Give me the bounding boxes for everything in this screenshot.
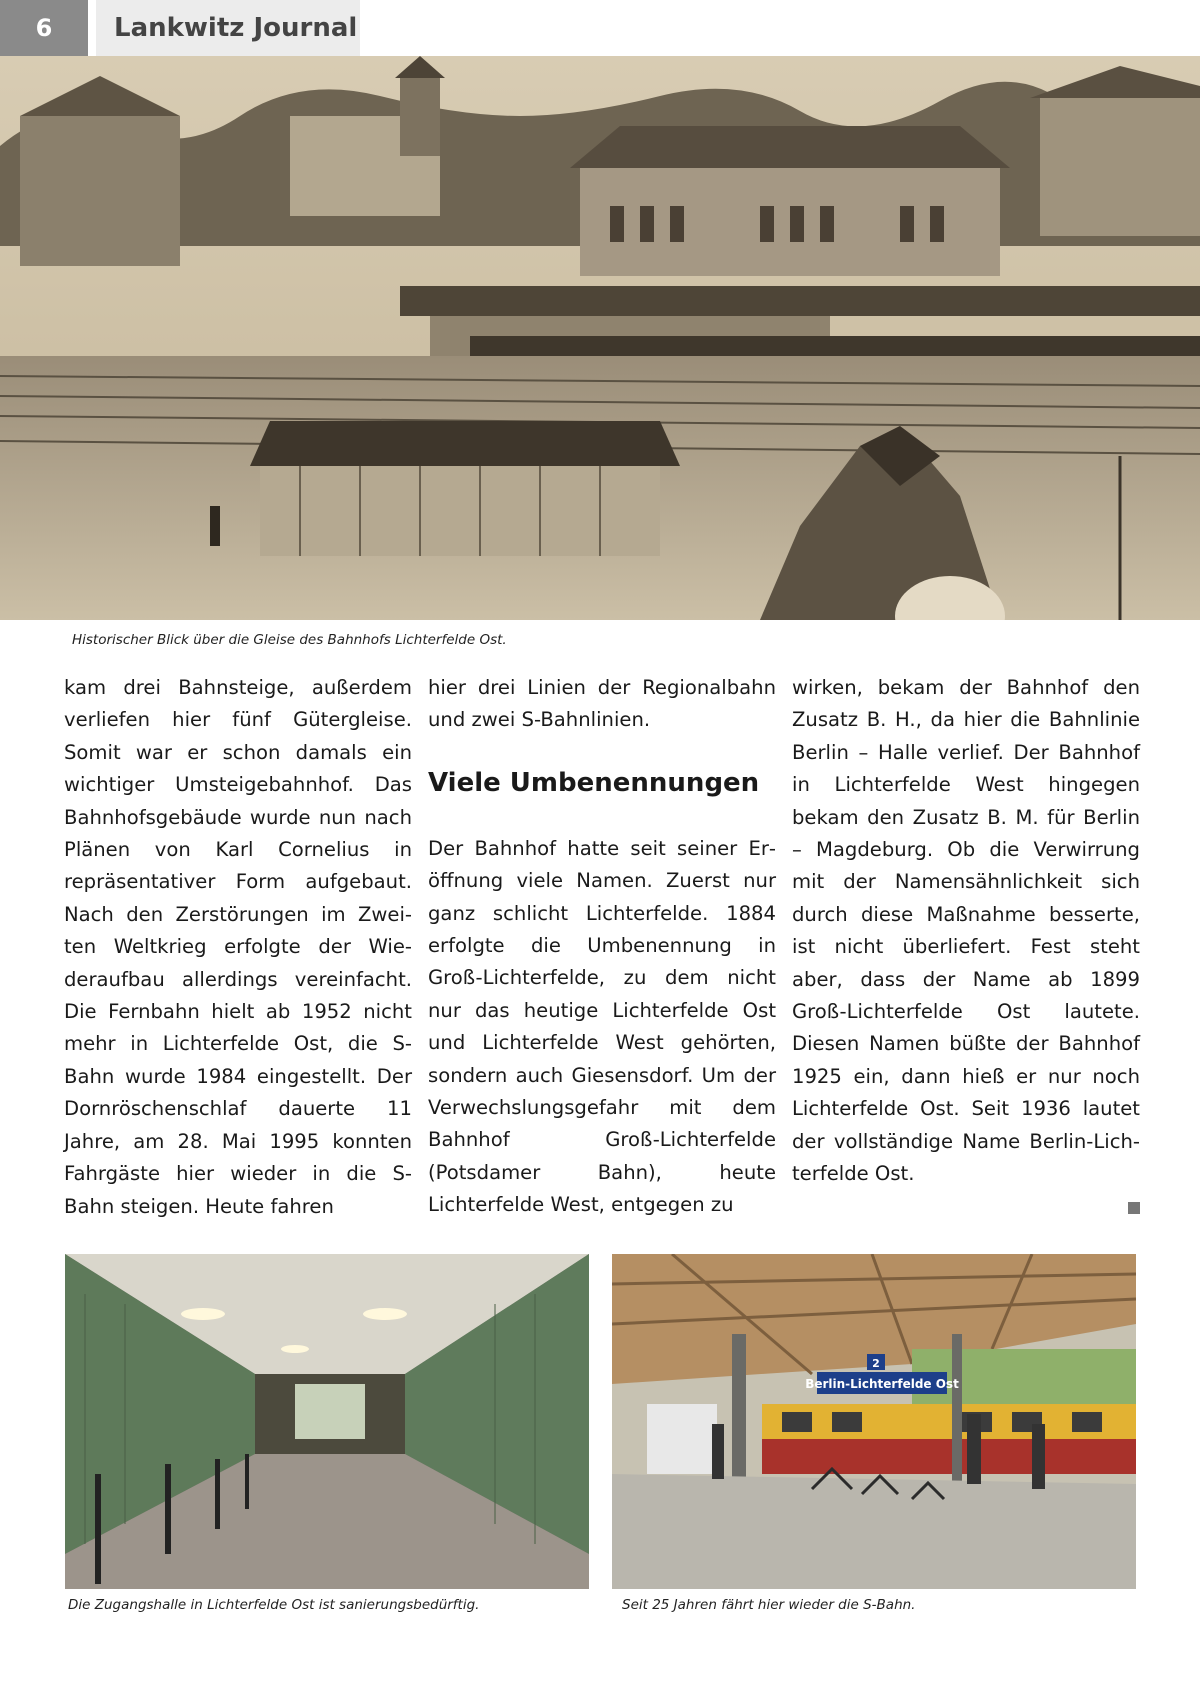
article-column-1 [64, 672, 412, 1223]
platform-caption: Seit 25 Jahren fährt hier wieder die S-Bahn. [622, 1597, 916, 1613]
article-paragraph: wirken, bekam der Bahnhof den Zusatz B. H., da hier die Bahnlinie Berlin – Halle verlief. Der Bahnhof in Lichterfelde West hingegen bekam den Zusatz B. M. für Berlin – Magdeburg. Ob die Verwirrung mit der Namensähnlichkeit sich durch diese Maßnahme besserte, ist nicht überliefert. Fest steht aber, dass der Name ab 1899 Groß-Lichterfelde Ost lautete. Diesen Namen büßte der Bahnhof 1925 ein, dann hieß er nur noch Lichterfelde Ost. Seit 1936 lautet der vollständige Name Berlin-Lichterfelde Ost. [792, 676, 1140, 1186]
hero-caption: Historischer Blick über die Gleise des Bahnhofs Lichterfelde Ost. [72, 632, 507, 648]
platform-number-text: 2 [872, 1357, 880, 1370]
section-heading: Viele Umbenennungen [428, 767, 760, 798]
article-paragraph: kam drei Bahnsteige, außerdem verliefen hier fünf Gütergleise. Somit war er schon damals ein wichtiger Umsteigebahnhof. Das Bahnhofsgebäude wurde nun nach Plänen von Karl Cornelius in repräsentativer Form aufgebaut. Nach den Zerstörungen im Zweiten Weltkrieg erfolgte der Wiederaufbau allerdings vereinfacht. Die Fernbahn hielt ab 1952 nicht mehr in Lichterfelde Ost, die S-Bahn wurde 1984 eingestellt. Der Dornröschenschlaf dauerte 11 Jahre, am 28. Mai 1995 konnten Fahrgäste hier wieder in die S-Bahn steigen. Heute fahren [64, 676, 412, 1218]
article-column-3 [792, 672, 1140, 1214]
article-column-2 [428, 672, 776, 1222]
historic-station-photo [0, 56, 1200, 620]
platform-photo [612, 1254, 1136, 1589]
article-paragraph: hier drei Linien der Regionalbahn und zwei S-Bahnlinien. [428, 676, 776, 732]
station-sign-text: Berlin-Lichterfelde Ost [805, 1377, 959, 1391]
hall-caption: Die Zugangshalle in Lichterfelde Ost ist sanierungsbedürftig. [68, 1597, 480, 1613]
journal-title: Lankwitz Journal [96, 0, 360, 56]
article-paragraph: Der Bahnhof hatte seit seiner Eröffnung viele Namen. Zuerst nur ganz schlicht Lichterfelde. 1884 erfolgte die Umbenennung in Groß-Lichterfelde, zu dem nicht nur das heutige Lichterfelde Ost und Lichterfelde West gehörten, sondern auch Giesensdorf. Um der Verwechslungsgefahr mit dem Bahnhof Groß-Lichterfelde (Potsdamer Bahn), heute Lichterfelde West, entgegen zu [428, 836, 776, 1217]
access-hall-photo [65, 1254, 589, 1589]
end-of-article-mark [1128, 1202, 1140, 1214]
page-number: 6 [0, 0, 88, 56]
